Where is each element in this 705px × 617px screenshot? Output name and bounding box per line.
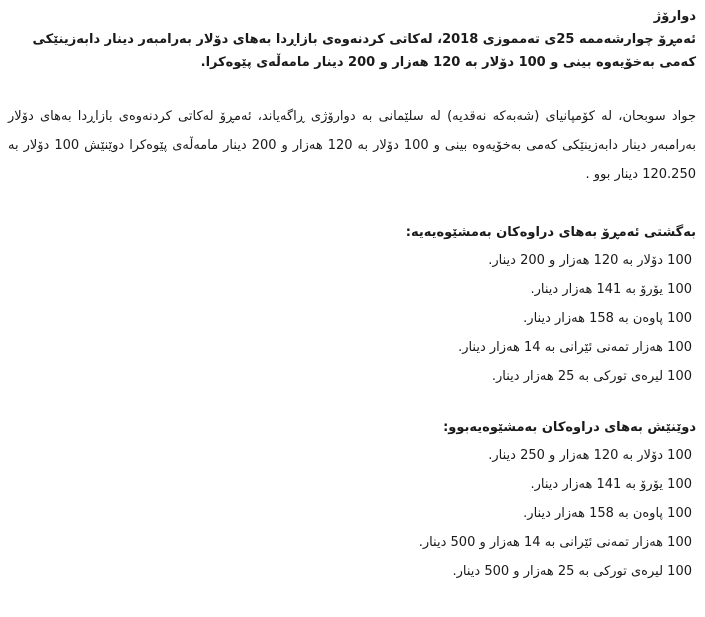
today-rates-list (8, 246, 696, 391)
list-item: 100 یۆرۆ بە 141 هەزار دینار. (530, 282, 692, 297)
today-rates-title: بەگشتی ئەمڕۆ بەهای دراوەکان بەمشێوەیەیە: (405, 225, 696, 240)
list-item: 100 پاوەن بە 158 هەزار دینار. (523, 311, 692, 326)
article-body: جواد سوبحان، لە کۆمپانیای (شەبەکە نەقدیە) لە سلێمانی بە دوارۆژی ڕاگەیاند، ئەمڕۆ لەکاتی کردنەوەی بازاڕدا بەهای دۆلار بەرامبەر دینار دابەزینێکی کەمی بەخۆیەوە بینی و 100 دۆلار بە 120 هەزار و 200 دینار مامەڵەی پێوەکرا دوێنێش 100 دۆلار بە 120.250 دینار بوو . (8, 109, 696, 182)
list-item: 100 هەزار تمەنی ئێرانی بە 14 هەزار و 500 دینار. (418, 535, 692, 550)
yesterday-rates-list (8, 441, 696, 586)
list-item: 100 دۆلار بە 120 هەزار و 250 دینار. (488, 448, 692, 463)
yesterday-rates-title: دوێنێش بەهای دراوەکان بەمشێوەیەبوو: (443, 420, 696, 435)
list-item: 100 دۆلار بە 120 هەزار و 200 دینار. (488, 253, 692, 268)
list-item: 100 پاوەن بە 158 هەزار دینار. (523, 506, 692, 521)
list-item: 100 هەزار تمەنی ئێرانی بە 14 هەزار دینار. (458, 340, 692, 355)
list-item: 100 لیرەی تورکی بە 25 هەزار و 500 دینار. (452, 564, 692, 579)
list-item: 100 لیرەی تورکی بە 25 هەزار دینار. (491, 369, 692, 384)
article-headline: ئەمڕۆ چوارشەممە 25ی تەمموزی 2018، لەکاتی کردنەوەی بازاڕدا بەهای دۆلار بەرامبەر دینار دابەزینێکی کەمی بەخۆیەوە بینی و 100 دۆلار بە 120 هەزار و 200 دینار مامەڵەی پێوەکرا. (32, 32, 696, 70)
yesterday-rates-section (8, 417, 696, 586)
article-kicker: دوارۆژ (653, 9, 696, 24)
list-item: 100 یۆرۆ بە 141 هەزار دینار. (530, 477, 692, 492)
today-rates-section (8, 222, 696, 391)
